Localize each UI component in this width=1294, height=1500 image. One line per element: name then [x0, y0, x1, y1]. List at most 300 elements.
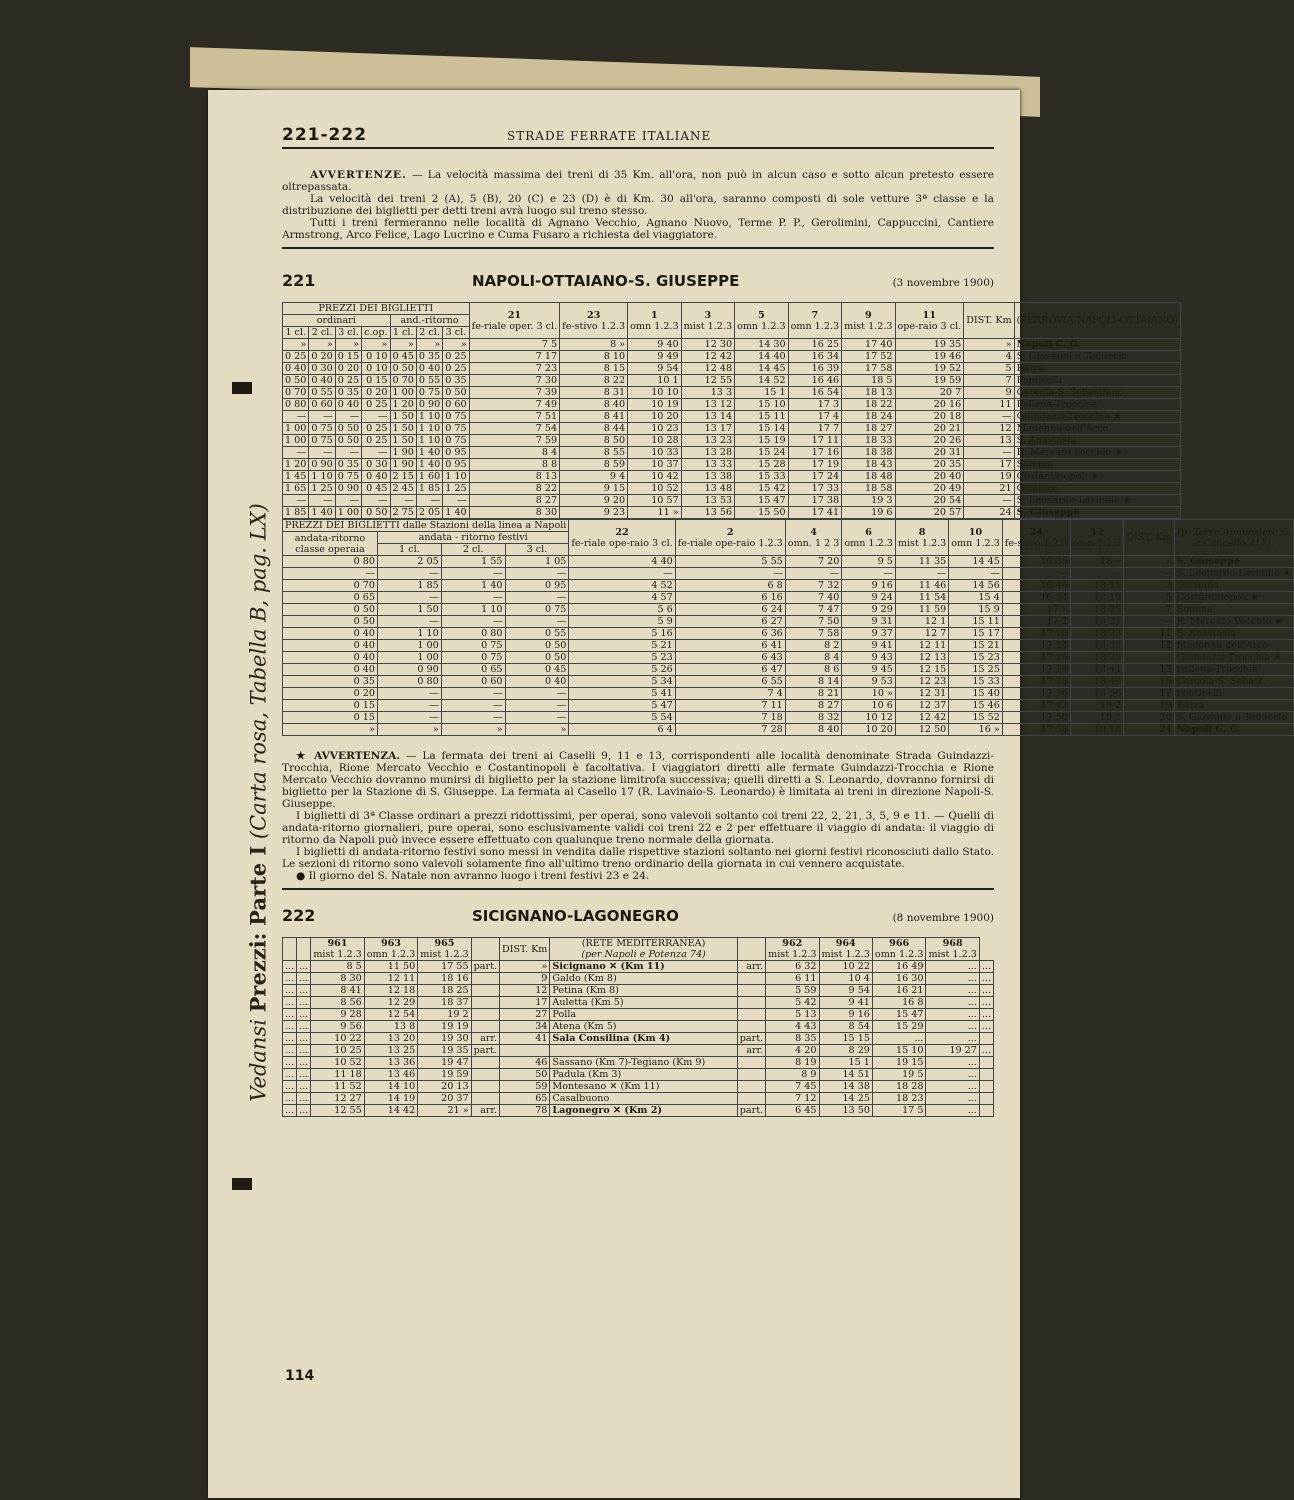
table-cell: —	[505, 568, 569, 580]
table-cell: 15 11	[735, 411, 789, 423]
station-name: Sassano (Km 7)-Tegiano (Km 9)	[550, 1057, 737, 1069]
notice-mid-p3: I biglietti di andata-ritorno festivi sono messi in vendita dalle rispettive stazioni soltanto nei giorni festivi riconosciuti dallo Stato. Le sezioni di ritorno sono valevoli solamente fino all'ultimo treno ordinario della giornata in cui vennero acquistate.	[282, 846, 994, 870]
table-cell: ...	[297, 1069, 311, 1081]
station-name: Pollena-Trocchia	[1174, 664, 1294, 676]
table-cell: 12 42	[681, 351, 734, 363]
table-cell: part.	[737, 1105, 765, 1117]
station-name: Somma	[1014, 459, 1180, 471]
table-cell: —	[378, 616, 442, 628]
table-cell: 4 57	[569, 592, 675, 604]
table-cell: 12	[964, 423, 1014, 435]
table-cell: 1 00	[283, 423, 309, 435]
table-cell: 0 40	[505, 676, 569, 688]
table-cell: ...	[283, 1021, 297, 1033]
train-1: 1 omn 1.2.3	[628, 303, 682, 339]
table-cell: 13 3	[681, 387, 734, 399]
table-cell: 8 29	[819, 1045, 872, 1057]
side-prices: Prezzi:	[245, 932, 271, 1013]
table-cell: —	[309, 411, 335, 423]
table-cell: 6 32	[766, 961, 819, 973]
table-cell: 17 40	[842, 339, 895, 351]
station-name: Sala Consilina (Km 4)	[550, 1033, 737, 1045]
train-12: 12 omn 1.2.3	[1070, 520, 1124, 556]
table-cell: 17 5	[872, 1105, 926, 1117]
table-cell: 0 70	[283, 580, 378, 592]
page-range: 221-222	[282, 125, 368, 145]
table-cell: 18 13	[842, 387, 895, 399]
station-name: Montesano ✕ (Km 11)	[550, 1081, 737, 1093]
train-8: 8 mist 1.2.3	[895, 520, 948, 556]
table-cell: 12 55	[681, 375, 734, 387]
notice-top-heading: AVVERTENZE.	[310, 169, 407, 181]
table-cell: »	[505, 724, 569, 736]
table-cell: 13 56	[681, 507, 734, 519]
table-row	[283, 688, 1294, 700]
table-cell: 19	[964, 471, 1014, 483]
table-cell: 18 41	[1070, 664, 1124, 676]
table-cell: »	[283, 339, 309, 351]
table-cell	[737, 985, 765, 997]
table-cell: 20 16	[895, 399, 964, 411]
table-cell: 0 40	[362, 471, 390, 483]
table-cell: ...	[979, 973, 993, 985]
table-cell: 17 33	[788, 483, 842, 495]
table-cell: ...	[297, 1021, 311, 1033]
table-cell: 27	[500, 1009, 550, 1021]
table-cell: 1 20	[283, 459, 309, 471]
table-cell: 15 23	[949, 652, 1003, 664]
table-cell	[471, 985, 499, 997]
table-cell: 6 47	[675, 664, 785, 676]
table-cell: 0 70	[390, 375, 416, 387]
table-cell: 10 6	[842, 700, 896, 712]
table-cell: 17 58	[842, 363, 895, 375]
table-cell: 8 »	[560, 339, 628, 351]
table-cell: —	[964, 411, 1014, 423]
table-row	[283, 592, 1294, 604]
table-row	[283, 700, 1294, 712]
table-cell: 10 37	[628, 459, 682, 471]
table-cell: ...	[979, 961, 993, 973]
table-row	[283, 363, 1181, 375]
table-cell: 19 59	[895, 375, 964, 387]
table-cell: 5 47	[569, 700, 675, 712]
table-row	[283, 1045, 994, 1057]
table-cell: 7 59	[469, 435, 560, 447]
station-name: Ponticelli	[1014, 375, 1180, 387]
table-cell: 7 4	[675, 688, 785, 700]
table-cell: 9 43	[842, 652, 896, 664]
table-cell: 11 59	[895, 604, 948, 616]
class-col: 1 cl.	[390, 327, 416, 339]
table-cell: 7 17	[469, 351, 560, 363]
festive-return-heading: andata - ritorno festivi	[378, 532, 569, 544]
table-cell: 6 45	[766, 1105, 819, 1117]
table-cell: 1 10	[443, 471, 469, 483]
table-cell: 21	[964, 483, 1014, 495]
table-cell: 10 52	[311, 1057, 364, 1069]
table-cell: 12 27	[311, 1093, 364, 1105]
notice-mid-p1: — La fermata dei treni ai Caselli 9, 11 e 13, corrispondenti alle località denominate Strada Guindazzi-Trocchia, Rione Mercato Vecchio e Costantinopoli è facoltativa. I viaggiatori diretti alle fermate Guindazzi-Trocchia e Rione Mercato Vecchio dovranno munirsi di biglietto per la stazione limitrofa successiva; quelli diretti a S. Leonardo, dovranno fornirsi di biglietto per la Stazione di S. Giuseppe. La fermata al Casello 17 (R. Lavinaio-S. Leonardo) è limitata ai treni in direzione Napoli-S. Giuseppe.	[282, 750, 995, 810]
table-cell: 0 40	[283, 363, 309, 375]
table-row	[283, 495, 1181, 507]
table-cell: 12 1	[895, 616, 948, 628]
table-cell: —	[441, 700, 505, 712]
table-row	[283, 985, 994, 997]
company-heading: (FERROVIA NAPOLI-OTTAIANO)	[1014, 303, 1180, 339]
table-cell: —	[1002, 568, 1070, 580]
distance-heading: DIST. Km	[1124, 520, 1174, 556]
table-cell: 0 40	[283, 652, 378, 664]
table-cell: 17 55	[418, 961, 471, 973]
table-cell: 13	[964, 435, 1014, 447]
table-cell: 8 44	[560, 423, 628, 435]
return-heading: and.-ritorno	[390, 315, 469, 327]
table-cell: 0 45	[505, 664, 569, 676]
table-cell: 8 40	[560, 399, 628, 411]
table-cell: 65	[500, 1093, 550, 1105]
table-cell: 0 50	[283, 616, 378, 628]
table-cell: 20 57	[895, 507, 964, 519]
table-cell: 4 43	[766, 1021, 819, 1033]
class-col: c.op.	[362, 327, 390, 339]
table-cell: 9 4	[560, 471, 628, 483]
table-cell: 19 59	[418, 1069, 471, 1081]
table-cell: ...	[283, 1105, 297, 1117]
table-cell: —	[1070, 568, 1124, 580]
table-cell: 34	[500, 1021, 550, 1033]
table-cell: 8 40	[785, 724, 842, 736]
table-cell: 16 30	[872, 973, 926, 985]
table-cell: 5 54	[569, 712, 675, 724]
table-cell: 6 11	[766, 973, 819, 985]
table-cell: 13 12	[681, 399, 734, 411]
table-cell: 12 11	[895, 640, 948, 652]
table-cell: —	[505, 616, 569, 628]
table-cell: 4 52	[569, 580, 675, 592]
table-cell: 17 19	[788, 459, 842, 471]
table-row	[283, 507, 1181, 519]
table-cell: 18 33	[842, 435, 895, 447]
station-name: Lagonegro ✕ (Km 2)	[550, 1105, 737, 1117]
table-cell: —	[505, 688, 569, 700]
table-cell: »	[416, 339, 442, 351]
table-cell: 18 19	[1070, 592, 1124, 604]
table-cell: 1 10	[309, 471, 335, 483]
table-cell: 21 »	[418, 1105, 471, 1117]
table-cell: 1 10	[441, 604, 505, 616]
table-cell: 16 34	[788, 351, 842, 363]
table-cell: 9 54	[628, 363, 682, 375]
station-name: S. Giuseppe	[1174, 556, 1294, 568]
table-cell: —	[949, 568, 1003, 580]
train-2: 2 fe-riale ope-raio 1.2.3	[675, 520, 785, 556]
timetable-221-return	[282, 519, 1294, 736]
table-cell: 15 47	[735, 495, 789, 507]
table-cell: ...	[926, 1105, 979, 1117]
table-cell: 18 49	[1070, 676, 1124, 688]
table-cell: —	[443, 495, 469, 507]
station-name: S. Giovanni a Teduccio	[1174, 712, 1294, 724]
table-cell: 24	[964, 507, 1014, 519]
table-row	[283, 604, 1294, 616]
table-cell: 78	[500, 1105, 550, 1117]
table-cell: —	[335, 495, 361, 507]
table-cell: 19 2	[1070, 700, 1124, 712]
table-cell: ...	[283, 1057, 297, 1069]
section-221-header	[282, 271, 994, 290]
table-cell: 20 31	[895, 447, 964, 459]
table-cell: 9 40	[628, 339, 682, 351]
table-cell: 13 23	[681, 435, 734, 447]
notice-mid-p4: ● Il giorno del S. Natale non avranno luogo i treni festivi 23 e 24.	[296, 870, 650, 882]
table-cell: 10 52	[628, 483, 682, 495]
table-cell: 8 55	[560, 447, 628, 459]
table-cell: 0 35	[335, 459, 361, 471]
table-cell: 9 53	[842, 676, 896, 688]
table-cell: 0 95	[443, 459, 469, 471]
table-cell: 0 15	[283, 700, 378, 712]
table-cell: 13 36	[364, 1057, 418, 1069]
table-cell: 17 16	[788, 447, 842, 459]
table-cell: 15 47	[872, 1009, 926, 1021]
table-cell: 1 00	[283, 435, 309, 447]
table-cell: ...	[283, 1069, 297, 1081]
table-cell: 0 75	[441, 640, 505, 652]
table-row	[283, 483, 1181, 495]
table-cell: »	[964, 339, 1014, 351]
table-cell: 6 36	[675, 628, 785, 640]
table-cell: —	[441, 616, 505, 628]
table-cell: 0 40	[335, 399, 361, 411]
table-cell: 0 35	[335, 387, 361, 399]
table-row	[283, 423, 1181, 435]
table-cell: arr.	[737, 961, 765, 973]
table-cell: 9 56	[311, 1021, 364, 1033]
table-cell	[737, 973, 765, 985]
table-cell: —	[390, 495, 416, 507]
table-cell: 8 59	[560, 459, 628, 471]
table-row	[283, 1033, 994, 1045]
table-cell: 8 2	[785, 640, 842, 652]
table-cell	[737, 1093, 765, 1105]
table-cell: 0 90	[416, 399, 442, 411]
train-21: 21 fe-riale oper. 3 cl.	[469, 303, 560, 339]
table-cell: ...	[283, 1033, 297, 1045]
table-cell: 15 25	[949, 664, 1003, 676]
table-cell: 15 14	[735, 423, 789, 435]
table-cell: 1 00	[335, 507, 361, 519]
table-cell: ...	[297, 997, 311, 1009]
table-cell: 8 6	[785, 664, 842, 676]
table-cell: 18 58	[842, 483, 895, 495]
table-cell: »	[362, 339, 390, 351]
table-cell: 12 31	[895, 688, 948, 700]
table-cell: ...	[283, 997, 297, 1009]
table-cell: 7 20	[785, 556, 842, 568]
table-cell: 20 37	[418, 1093, 471, 1105]
table-cell: 15 29	[872, 1021, 926, 1033]
table-cell: 18 39	[1070, 652, 1124, 664]
table-cell: 14 45	[949, 556, 1003, 568]
table-cell: 4 20	[766, 1045, 819, 1057]
table-cell: 0 25	[362, 435, 390, 447]
divider	[282, 247, 994, 249]
table-cell: 15 28	[735, 459, 789, 471]
section-date: (8 novembre 1900)	[892, 912, 994, 924]
table-cell: 2 45	[390, 483, 416, 495]
table-cell: 1 10	[416, 423, 442, 435]
running-title: STRADE FERRATE ITALIANE	[507, 129, 712, 143]
table-cell: 0 50	[335, 423, 361, 435]
table-cell: 16 49	[872, 961, 926, 973]
table-cell: 19 30	[418, 1033, 471, 1045]
table-cell: 0 40	[283, 664, 378, 676]
table-cell: 0 75	[416, 387, 442, 399]
station-name: S. Anastasia	[1014, 435, 1180, 447]
table-cell: 10 20	[842, 724, 896, 736]
table-cell: 17	[500, 997, 550, 1009]
station-name: Napoli C. G.	[1014, 339, 1180, 351]
table-cell: 1 50	[390, 435, 416, 447]
table-cell: 8 30	[469, 507, 560, 519]
table-cell: 5 59	[766, 985, 819, 997]
table-cell: 18 37	[1070, 640, 1124, 652]
table-cell: ...	[926, 973, 979, 985]
table-cell: —	[505, 700, 569, 712]
table-cell: 12 55	[311, 1105, 364, 1117]
table-cell: 19 15	[872, 1057, 926, 1069]
page-number: 114	[285, 1368, 315, 1384]
table-cell: 1 25	[443, 483, 469, 495]
station-name: Polla	[550, 1009, 737, 1021]
table-cell: 19 35	[418, 1045, 471, 1057]
table-cell: 10 22	[311, 1033, 364, 1045]
table-cell: 7 51	[469, 411, 560, 423]
table-cell: ...	[979, 985, 993, 997]
table-cell: 9 54	[819, 985, 872, 997]
table-cell: 0 55	[416, 375, 442, 387]
table-cell: 7 12	[766, 1093, 819, 1105]
table-cell: —	[362, 447, 390, 459]
table-cell: 1 10	[416, 411, 442, 423]
station-name	[550, 1045, 737, 1057]
table-cell: ...	[926, 1057, 979, 1069]
train-24: 24 fe-stivo 1.2.3	[1002, 520, 1070, 556]
table-cell: 10 33	[628, 447, 682, 459]
section-number: 221	[282, 271, 316, 290]
notice-top-p3: Tutti i treni fermeranno nelle località di Agnano Vecchio, Agnano Nuovo, Terme P. P., Gerolimini, Cappuccini, Cantiere Armstrong, Arco Felice, Lago Lucrino e Cuma Fusaro a richiesta del viaggiatore.	[282, 217, 994, 241]
table-cell: 7 50	[785, 616, 842, 628]
table-cell: 11 »	[628, 507, 682, 519]
table-cell: 0 75	[443, 411, 469, 423]
table-cell: 18 38	[842, 447, 895, 459]
table-cell: 5 34	[569, 676, 675, 688]
table-cell: »	[283, 724, 378, 736]
table-cell: 19 46	[895, 351, 964, 363]
table-cell: —	[675, 568, 785, 580]
notice-top	[282, 169, 994, 241]
table-cell: 14 10	[364, 1081, 418, 1093]
table-cell: 2 75	[390, 507, 416, 519]
station-name: Guindazzi-Trocchia ★	[1014, 411, 1180, 423]
table-cell: —	[964, 447, 1014, 459]
notice-top-p2: La velocità dei treni 2 (A), 5 (B), 20 (C) e 23 (D) è di Km. 30 all'ora, saranno composti di sole vetture 3ª classe e la distribuzione dei biglietti per detti treni avrà luogo sul treno stesso.	[282, 193, 994, 217]
table-cell: 0 35	[283, 676, 378, 688]
table-cell: 7 18	[675, 712, 785, 724]
table-cell	[471, 1057, 499, 1069]
station-name: Ottaiano	[1014, 483, 1180, 495]
table-cell: 19 15	[1070, 724, 1124, 736]
class-col: 3 cl.	[505, 544, 569, 556]
table-cell: —	[441, 592, 505, 604]
table-cell: 15 4	[949, 592, 1003, 604]
table-cell: 8 56	[311, 997, 364, 1009]
train-7: 7 omn 1.2.3	[788, 303, 842, 339]
table-cell: 12 7	[895, 628, 948, 640]
table-cell	[979, 1069, 993, 1081]
table-cell: —	[441, 712, 505, 724]
table-cell: 7 45	[766, 1081, 819, 1093]
table-cell: 11	[964, 399, 1014, 411]
table-cell: 14 56	[949, 580, 1003, 592]
table-row	[283, 1105, 994, 1117]
side-reference	[246, 313, 271, 1293]
table-cell: —	[964, 495, 1014, 507]
table-cell: 9 45	[842, 664, 896, 676]
table-cell: 17 24	[788, 471, 842, 483]
table-cell	[737, 1009, 765, 1021]
station-name: R. Mercato Vecchio ★	[1174, 616, 1294, 628]
table-cell: 18 23	[872, 1093, 926, 1105]
table-cell: 18 27	[842, 423, 895, 435]
table-cell: 11 50	[364, 961, 418, 973]
table-cell: 18 48	[842, 471, 895, 483]
table-cell: 9 23	[560, 507, 628, 519]
table-cell: 8 9	[766, 1069, 819, 1081]
table-cell: —	[441, 688, 505, 700]
table-cell: 13 20	[364, 1033, 418, 1045]
table-cell: 0 50	[283, 375, 309, 387]
table-cell: 1 85	[416, 483, 442, 495]
table-cell: 15 21	[949, 640, 1003, 652]
table-cell: 8 10	[560, 351, 628, 363]
table-cell: 6 24	[675, 604, 785, 616]
table-cell: 18 56	[1070, 688, 1124, 700]
station-name: Sicignano ✕ (Km 11)	[550, 961, 737, 973]
table-cell: 14 30	[735, 339, 789, 351]
table-cell: 10 4	[819, 973, 872, 985]
table-cell: 0 20	[335, 363, 361, 375]
table-cell: 19 52	[895, 363, 964, 375]
table-cell: 16 8	[872, 997, 926, 1009]
table-cell: 50	[500, 1069, 550, 1081]
table-cell: 9 5	[842, 556, 896, 568]
station-name: Madonna dell'Arco	[1014, 423, 1180, 435]
train-964: 964 mist 1.2.3	[819, 938, 872, 961]
table-cell: 6 43	[675, 652, 785, 664]
table-cell: 1 85	[283, 507, 309, 519]
train-965: 965 mist 1.2.3	[418, 938, 471, 961]
table-cell: 20	[1124, 712, 1174, 724]
table-cell: —	[895, 568, 948, 580]
table-cell: 0 15	[283, 712, 378, 724]
table-cell: 0 25	[283, 351, 309, 363]
table-cell: 12 23	[895, 676, 948, 688]
table-cell: ...	[283, 985, 297, 997]
table-row	[283, 568, 1294, 580]
table-cell: 9 29	[842, 604, 896, 616]
